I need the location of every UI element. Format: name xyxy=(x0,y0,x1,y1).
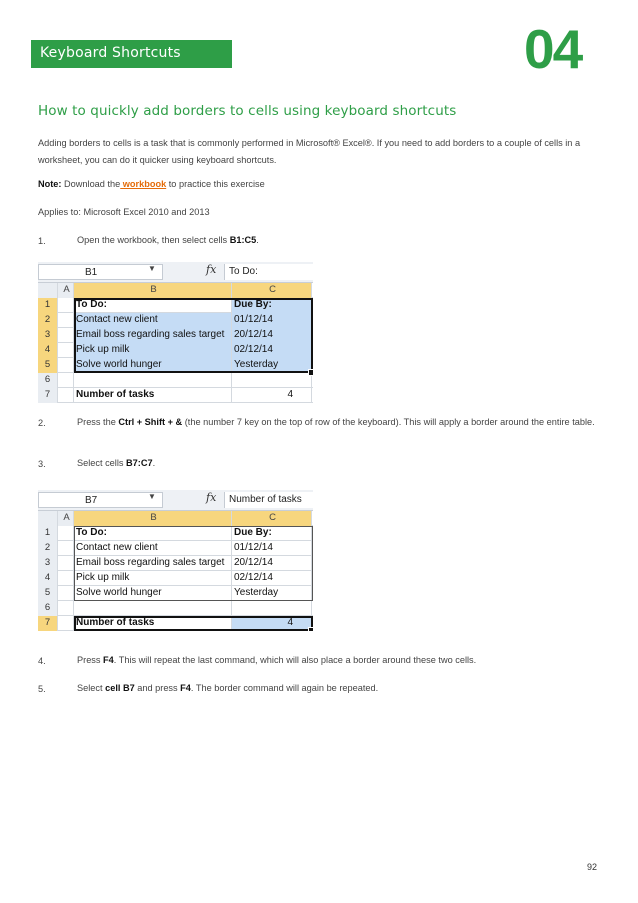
cell-b6[interactable] xyxy=(74,601,232,616)
page-number: 92 xyxy=(587,862,598,872)
cell-b7[interactable]: Number of tasks xyxy=(74,388,232,403)
cell-b2[interactable]: Contact new client xyxy=(74,313,232,328)
chevron-down-icon[interactable]: ▼ xyxy=(148,492,156,501)
fill-handle[interactable] xyxy=(308,369,313,376)
cell-b6[interactable] xyxy=(74,373,232,388)
step-text-part: Press the xyxy=(77,417,119,427)
row-header[interactable]: 6 xyxy=(38,373,58,388)
row-header[interactable]: 2 xyxy=(38,541,58,556)
step-text-part: . xyxy=(152,458,156,468)
cell-b2[interactable]: Contact new client xyxy=(74,541,232,556)
step-keyword: cell B7 xyxy=(105,683,135,693)
step-number: 3. xyxy=(38,459,46,469)
table-row xyxy=(38,601,313,616)
cell-b1[interactable]: To Do: xyxy=(74,298,232,313)
cell-c7[interactable]: 4 xyxy=(232,616,312,631)
cell-b3[interactable]: Email boss regarding sales target xyxy=(74,328,232,343)
cell-b3[interactable]: Email boss regarding sales target xyxy=(74,556,232,571)
table-row xyxy=(38,358,313,373)
function-icon[interactable]: fx xyxy=(206,263,217,276)
cell-a1[interactable] xyxy=(58,526,74,541)
column-header-row xyxy=(38,283,313,298)
table-row xyxy=(38,541,313,556)
cell-b1[interactable]: To Do: xyxy=(74,526,232,541)
column-header-a[interactable]: A xyxy=(58,511,74,526)
cell-b4[interactable]: Pick up milk xyxy=(74,571,232,586)
step-keyword: B1:C5 xyxy=(229,235,257,245)
note-line xyxy=(38,176,265,193)
cell-c4[interactable]: 02/12/14 xyxy=(232,343,312,358)
table-row xyxy=(38,616,313,631)
worksheet-grid xyxy=(38,283,313,403)
step-text-part: Select xyxy=(77,683,106,693)
table-row xyxy=(38,556,313,571)
formula-input[interactable]: To Do: xyxy=(224,264,313,280)
worksheet-grid xyxy=(38,511,313,631)
step-text xyxy=(77,232,597,248)
table-row xyxy=(38,586,313,601)
excel-screenshot-1 xyxy=(38,262,313,403)
cell-a5[interactable] xyxy=(58,586,74,601)
step-number: 2. xyxy=(38,418,46,428)
step-text xyxy=(77,652,597,668)
fill-handle[interactable] xyxy=(308,627,313,631)
table-row xyxy=(38,298,313,313)
cell-a5[interactable] xyxy=(58,358,74,373)
step-keyword: F4 xyxy=(180,683,191,693)
column-header-c[interactable]: C xyxy=(232,511,312,526)
row-header[interactable]: 4 xyxy=(38,571,58,586)
cell-b5[interactable]: Solve world hunger xyxy=(74,358,232,373)
cell-a1[interactable] xyxy=(58,298,74,313)
cell-b5[interactable]: Solve world hunger xyxy=(74,586,232,601)
excel-screenshot-2 xyxy=(38,490,313,631)
cell-c5[interactable]: Yesterday xyxy=(232,586,312,601)
cell-a7[interactable] xyxy=(58,388,74,403)
step-text-part: Open the workbook, then select cells xyxy=(77,235,230,245)
cell-c4[interactable]: 02/12/14 xyxy=(232,571,312,586)
cell-a7[interactable] xyxy=(58,616,74,631)
formula-input[interactable]: Number of tasks xyxy=(224,492,313,508)
name-box[interactable]: B1 xyxy=(38,264,163,280)
step-text-part: Press xyxy=(77,655,104,665)
step-number: 5. xyxy=(38,684,46,694)
step-text xyxy=(77,680,597,696)
section-banner xyxy=(31,40,232,68)
row-header[interactable]: 2 xyxy=(38,313,58,328)
row-header[interactable]: 6 xyxy=(38,601,58,616)
row-header[interactable]: 5 xyxy=(38,586,58,601)
select-all-corner[interactable] xyxy=(38,283,58,298)
table-row xyxy=(38,571,313,586)
cell-a4[interactable] xyxy=(58,343,74,358)
cell-a6[interactable] xyxy=(58,601,74,616)
formula-bar xyxy=(38,490,313,511)
step-text xyxy=(77,414,597,430)
column-header-b[interactable]: B xyxy=(74,511,232,526)
chevron-down-icon[interactable]: ▼ xyxy=(148,264,156,273)
function-icon[interactable]: fx xyxy=(206,491,217,504)
formula-bar xyxy=(38,262,313,283)
table-row xyxy=(38,373,313,388)
step-text-part: . The border command will again be repeated. xyxy=(190,683,379,693)
section-label: Keyboard Shortcuts xyxy=(40,45,181,61)
note-text-after: to practice this exercise xyxy=(166,179,265,189)
cell-a3[interactable] xyxy=(58,556,74,571)
table-row xyxy=(38,388,313,403)
cell-c6[interactable] xyxy=(232,601,312,616)
step-keyword: B7:C7 xyxy=(126,458,153,468)
cell-c1[interactable]: Due By: xyxy=(232,298,312,313)
workbook-link[interactable]: workbook xyxy=(120,179,167,189)
column-header-a[interactable]: A xyxy=(58,283,74,298)
step-text-part: Select cells xyxy=(77,458,127,468)
step-text xyxy=(77,455,597,471)
cell-a3[interactable] xyxy=(58,328,74,343)
cell-c2[interactable]: 01/12/14 xyxy=(232,541,312,556)
cell-a2[interactable] xyxy=(58,541,74,556)
row-header[interactable]: 5 xyxy=(38,358,58,373)
row-header[interactable]: 1 xyxy=(38,298,58,313)
page-title: How to quickly add borders to cells using keyboard shortcuts xyxy=(38,103,457,119)
cell-c3[interactable]: 20/12/14 xyxy=(232,556,312,571)
row-header[interactable]: 3 xyxy=(38,556,58,571)
step-text-part: . xyxy=(256,235,259,245)
row-header[interactable]: 7 xyxy=(38,388,58,403)
cell-a6[interactable] xyxy=(58,373,74,388)
cell-c6[interactable] xyxy=(232,373,312,388)
select-all-corner[interactable] xyxy=(38,511,58,526)
row-header[interactable]: 7 xyxy=(38,616,58,631)
intro-paragraph: Adding borders to cells is a task that is commonly performed in Microsoft® Excel®. If you need to add borders to a couple of cells in a worksheet, you can do it quicker using keyboard shortcuts. xyxy=(38,138,581,165)
note-label: Note: xyxy=(38,179,62,189)
step-keyword: F4 xyxy=(103,655,114,665)
cell-b4[interactable]: Pick up milk xyxy=(74,343,232,358)
table-row xyxy=(38,343,313,358)
table-row xyxy=(38,328,313,343)
cell-a2[interactable] xyxy=(58,313,74,328)
row-header[interactable]: 4 xyxy=(38,343,58,358)
table-row xyxy=(38,313,313,328)
name-box[interactable]: B7 xyxy=(38,492,163,508)
chapter-number: 04 xyxy=(524,18,582,80)
cell-c3[interactable]: 20/12/14 xyxy=(232,328,312,343)
step-number: 1. xyxy=(38,236,46,246)
cell-c2[interactable]: 01/12/14 xyxy=(232,313,312,328)
row-header[interactable]: 1 xyxy=(38,526,58,541)
applies-to: Applies to: Microsoft Excel 2010 and 2013 xyxy=(38,207,210,217)
cell-c5[interactable]: Yesterday xyxy=(232,358,312,373)
note-text: Download the xyxy=(61,179,121,189)
cell-b7[interactable]: Number of tasks xyxy=(74,616,232,631)
step-number: 4. xyxy=(38,656,46,666)
row-header[interactable]: 3 xyxy=(38,328,58,343)
column-header-row xyxy=(38,511,313,526)
cell-a4[interactable] xyxy=(58,571,74,586)
cell-c1[interactable]: Due By: xyxy=(232,526,312,541)
step-keyword: Ctrl + Shift + & xyxy=(118,417,183,427)
step-text-part: (the number 7 key on the top of row of the keyboard). This will apply a border around the entire table. xyxy=(182,417,595,427)
column-header-b[interactable]: B xyxy=(74,283,232,298)
cell-c7[interactable]: 4 xyxy=(232,388,312,403)
table-row xyxy=(38,526,313,541)
column-header-c[interactable]: C xyxy=(232,283,312,298)
step-text-part: and press xyxy=(134,683,181,693)
step-text-part: . This will repeat the last command, which will also place a border around these two cells. xyxy=(113,655,477,665)
